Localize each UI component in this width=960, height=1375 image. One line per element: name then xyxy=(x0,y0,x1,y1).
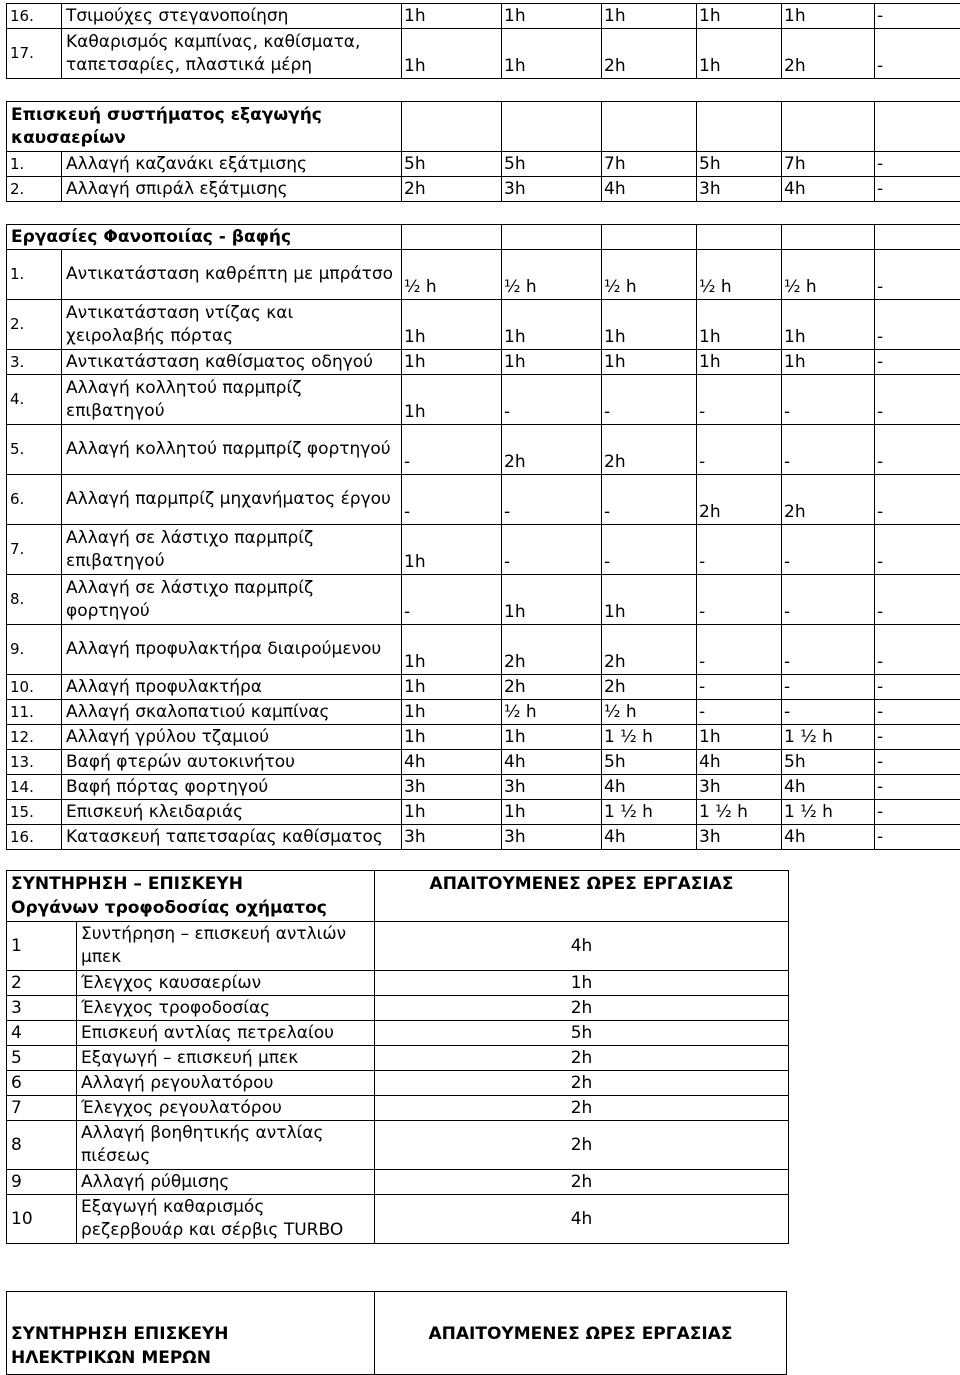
table-row xyxy=(7,675,960,700)
table-row xyxy=(7,996,789,1021)
hours-cell: - xyxy=(782,700,875,725)
hours-cell: 4h xyxy=(782,825,875,850)
hours-cell: - xyxy=(602,475,697,525)
hours-cell: 3h xyxy=(402,825,502,850)
empty-cell xyxy=(402,102,502,152)
row-number: 10. xyxy=(7,675,62,700)
labor-hours-table xyxy=(6,3,960,850)
task-label: Αλλαγή σπιράλ εξάτμισης xyxy=(62,177,402,202)
hours-cell: - xyxy=(502,475,602,525)
table-row xyxy=(7,700,960,725)
hours-cell: - xyxy=(875,350,960,375)
hours-cell: - xyxy=(697,575,782,625)
table-row xyxy=(7,1046,789,1071)
section-header: Επισκευή συστήματος εξαγωγής καυσαερίων xyxy=(7,102,402,152)
hours-cell: - xyxy=(402,425,502,475)
hours-cell: - xyxy=(602,525,697,575)
hours-cell: 5h xyxy=(402,152,502,177)
hours-cell: 2h xyxy=(375,1071,789,1096)
task-label: Αλλαγή ρύθμισης xyxy=(77,1170,375,1195)
hours-cell: 2h xyxy=(602,675,697,700)
hours-cell: ½ h xyxy=(502,250,602,300)
task-label: Επισκευή κλειδαριάς xyxy=(62,800,402,825)
hours-cell: 4h xyxy=(402,750,502,775)
hours-cell: 2h xyxy=(782,29,875,79)
hours-cell: 2h xyxy=(502,425,602,475)
hours-cell: - xyxy=(875,425,960,475)
hours-cell: 1h xyxy=(502,575,602,625)
hours-cell: 5h xyxy=(602,750,697,775)
hours-cell: - xyxy=(697,625,782,675)
hours-cell: - xyxy=(875,300,960,350)
hours-cell: - xyxy=(875,29,960,79)
table-row xyxy=(7,575,960,625)
electrical-title-line2: ΗΛΕΚΤΡΙΚΩΝ ΜΕΡΩΝ xyxy=(11,1346,370,1370)
hours-cell: 1h xyxy=(602,300,697,350)
row-number: 11. xyxy=(7,700,62,725)
hours-cell: 2h xyxy=(375,1121,789,1170)
fuel-hours-header: ΑΠΑΙΤΟΥΜΕΝΕΣ ΩΡΕΣ ΕΡΓΑΣΙΑΣ xyxy=(375,871,789,922)
hours-cell: - xyxy=(875,177,960,202)
table-row xyxy=(7,775,960,800)
empty-cell xyxy=(782,225,875,250)
hours-cell: 2h xyxy=(697,475,782,525)
table-row xyxy=(7,1021,789,1046)
hours-cell: - xyxy=(875,750,960,775)
hours-cell: - xyxy=(782,425,875,475)
hours-cell: ½ h xyxy=(697,250,782,300)
row-number: 5. xyxy=(7,425,62,475)
task-label: Αλλαγή ρεγουλατόρου xyxy=(77,1071,375,1096)
task-label: Επισκευή αντλίας πετρελαίου xyxy=(77,1021,375,1046)
hours-cell: - xyxy=(502,375,602,425)
hours-cell: - xyxy=(402,575,502,625)
task-label: Βαφή πόρτας φορτηγού xyxy=(62,775,402,800)
task-label: Αλλαγή προφυλακτήρα διαιρούμενου xyxy=(62,625,402,675)
hours-cell: - xyxy=(875,152,960,177)
hours-cell: ½ h xyxy=(402,250,502,300)
hours-cell: 1h xyxy=(697,300,782,350)
hours-cell: - xyxy=(875,575,960,625)
hours-cell: 1 ½ h xyxy=(602,725,697,750)
row-number: 5 xyxy=(7,1046,77,1071)
hours-cell: 2h xyxy=(375,1096,789,1121)
hours-cell: 1h xyxy=(402,700,502,725)
hours-cell: - xyxy=(875,675,960,700)
table-row xyxy=(7,1121,789,1170)
hours-cell: 1h xyxy=(602,350,697,375)
hours-cell: ½ h xyxy=(502,700,602,725)
hours-cell: 4h xyxy=(502,750,602,775)
hours-cell: - xyxy=(782,575,875,625)
task-label: Αλλαγή σε λάστιχο παρμπρίζ επιβατηγού xyxy=(62,525,402,575)
table-row xyxy=(7,750,960,775)
hours-cell: 7h xyxy=(782,152,875,177)
section-header: Εργασίες Φανοποιίας - βαφής xyxy=(7,225,402,250)
row-number: 4 xyxy=(7,1021,77,1046)
hours-cell: - xyxy=(875,525,960,575)
row-number: 6 xyxy=(7,1071,77,1096)
task-label: Αλλαγή κολλητού παρμπρίζ φορτηγού xyxy=(62,425,402,475)
hours-cell: 1h xyxy=(602,4,697,29)
empty-cell xyxy=(697,102,782,152)
task-label: Έλεγχος τροφοδοσίας xyxy=(77,996,375,1021)
section-header-row xyxy=(7,102,960,152)
row-number: 8. xyxy=(7,575,62,625)
hours-cell: 5h xyxy=(782,750,875,775)
hours-cell: 3h xyxy=(402,775,502,800)
hours-cell: 1h xyxy=(697,725,782,750)
hours-cell: 1 ½ h xyxy=(602,800,697,825)
fuel-title-line2: Οργάνων τροφοδοσίας οχήματος xyxy=(11,896,370,920)
table-row xyxy=(7,177,960,202)
hours-cell: - xyxy=(875,250,960,300)
task-label: Αντικατάσταση καθρέπτη με μπράτσο xyxy=(62,250,402,300)
table-row xyxy=(7,1195,789,1244)
task-label: Έλεγχος καυσαερίων xyxy=(77,971,375,996)
hours-cell: 1h xyxy=(402,375,502,425)
hours-cell: 4h xyxy=(782,775,875,800)
hours-cell: - xyxy=(697,425,782,475)
spacer-row xyxy=(7,79,960,102)
hours-cell: - xyxy=(875,625,960,675)
hours-cell: ½ h xyxy=(782,250,875,300)
row-number: 3 xyxy=(7,996,77,1021)
row-number: 12. xyxy=(7,725,62,750)
hours-cell: - xyxy=(782,675,875,700)
empty-cell xyxy=(697,225,782,250)
row-number: 15. xyxy=(7,800,62,825)
hours-cell: ½ h xyxy=(602,700,697,725)
row-number: 16. xyxy=(7,825,62,850)
task-label: Έλεγχος ρεγουλατόρου xyxy=(77,1096,375,1121)
hours-cell: 4h xyxy=(602,177,697,202)
hours-cell: 1h xyxy=(375,971,789,996)
row-number: 7. xyxy=(7,525,62,575)
empty-cell xyxy=(402,225,502,250)
hours-cell: 3h xyxy=(697,825,782,850)
hours-cell: - xyxy=(875,775,960,800)
hours-cell: 2h xyxy=(782,475,875,525)
empty-cell xyxy=(502,225,602,250)
hours-cell: 2h xyxy=(502,625,602,675)
row-number: 10 xyxy=(7,1195,77,1244)
hours-cell: 2h xyxy=(375,1046,789,1071)
hours-cell: 3h xyxy=(502,177,602,202)
hours-cell: 1h xyxy=(402,725,502,750)
hours-cell: 1h xyxy=(402,29,502,79)
hours-cell: 2h xyxy=(375,1170,789,1195)
hours-cell: - xyxy=(602,375,697,425)
table-row xyxy=(7,350,960,375)
row-number: 2 xyxy=(7,971,77,996)
row-number: 14. xyxy=(7,775,62,800)
hours-cell: 5h xyxy=(697,152,782,177)
task-label: Κατασκευή ταπετσαρίας καθίσματος xyxy=(62,825,402,850)
row-number: 1. xyxy=(7,250,62,300)
task-label: Αλλαγή σκαλοπατιού καμπίνας xyxy=(62,700,402,725)
hours-cell: 1h xyxy=(782,350,875,375)
hours-cell: 2h xyxy=(602,425,697,475)
table-row xyxy=(7,29,960,79)
task-label: Αλλαγή παρμπρίζ μηχανήματος έργου xyxy=(62,475,402,525)
fuel-title-line1: ΣΥΝΤΗΡΗΣΗ – ΕΠΙΣΚΕΥΗ xyxy=(11,872,370,896)
table-row xyxy=(7,375,960,425)
hours-cell: - xyxy=(402,475,502,525)
fuel-system-table xyxy=(6,870,789,1244)
hours-cell: 1h xyxy=(697,29,782,79)
hours-cell: 1 ½ h xyxy=(782,800,875,825)
hours-cell: - xyxy=(782,375,875,425)
row-number: 17. xyxy=(7,29,62,79)
table-row xyxy=(7,1170,789,1195)
task-label: Βαφή φτερών αυτοκινήτου xyxy=(62,750,402,775)
task-label: Αντικατάσταση καθίσματος οδηγού xyxy=(62,350,402,375)
empty-cell xyxy=(782,102,875,152)
task-label: Αλλαγή καζανάκι εξάτμισης xyxy=(62,152,402,177)
hours-cell: 4h xyxy=(375,1195,789,1244)
table-row xyxy=(7,922,789,971)
electrical-table xyxy=(6,1291,787,1375)
hours-cell: 5h xyxy=(375,1021,789,1046)
hours-cell: 4h xyxy=(602,825,697,850)
row-number: 16. xyxy=(7,4,62,29)
task-label: Αλλαγή προφυλακτήρα xyxy=(62,675,402,700)
hours-cell: 1h xyxy=(402,625,502,675)
hours-cell: 1h xyxy=(697,350,782,375)
task-label: Αλλαγή γρύλου τζαμιού xyxy=(62,725,402,750)
hours-cell: 1h xyxy=(502,800,602,825)
task-label: Αντικατάσταση ντίζας και χειρολαβής πόρτας xyxy=(62,300,402,350)
hours-cell: 1h xyxy=(402,350,502,375)
task-label: Εξαγωγή καθαρισμός ρεζερβουάρ και σέρβις TURBO xyxy=(77,1195,375,1244)
table-row xyxy=(7,250,960,300)
hours-cell: 2h xyxy=(375,996,789,1021)
table-row xyxy=(7,1096,789,1121)
hours-cell: 1h xyxy=(502,350,602,375)
task-label: Αλλαγή βοηθητικής αντλίας πιέσεως xyxy=(77,1121,375,1170)
section-header-row xyxy=(7,225,960,250)
table-row xyxy=(7,525,960,575)
hours-cell: 3h xyxy=(697,775,782,800)
row-number: 9. xyxy=(7,625,62,675)
hours-cell: 1h xyxy=(402,300,502,350)
hours-cell: 4h xyxy=(602,775,697,800)
hours-cell: - xyxy=(875,800,960,825)
table-row xyxy=(7,152,960,177)
hours-cell: 1h xyxy=(502,725,602,750)
hours-cell: 1h xyxy=(502,300,602,350)
table-row xyxy=(7,300,960,350)
table-row xyxy=(7,1071,789,1096)
table-row xyxy=(7,425,960,475)
hours-cell: - xyxy=(875,825,960,850)
empty-cell xyxy=(602,102,697,152)
hours-cell: - xyxy=(875,375,960,425)
hours-cell: - xyxy=(502,525,602,575)
hours-cell: 7h xyxy=(602,152,697,177)
hours-cell: 1h xyxy=(402,800,502,825)
hours-cell: 1 ½ h xyxy=(782,725,875,750)
hours-cell: 1h xyxy=(402,4,502,29)
hours-cell: 1 ½ h xyxy=(697,800,782,825)
table-row xyxy=(7,625,960,675)
hours-cell: - xyxy=(875,725,960,750)
hours-cell: - xyxy=(875,700,960,725)
spacer-row xyxy=(7,202,960,225)
row-number: 13. xyxy=(7,750,62,775)
hours-cell: 4h xyxy=(697,750,782,775)
table-row xyxy=(7,475,960,525)
hours-cell: 1h xyxy=(697,4,782,29)
task-label: Αλλαγή σε λάστιχο παρμπρίζ φορτηγού xyxy=(62,575,402,625)
table-row xyxy=(7,971,789,996)
hours-cell: 1h xyxy=(402,525,502,575)
empty-cell xyxy=(875,225,960,250)
table-row xyxy=(7,4,960,29)
hours-cell: 3h xyxy=(502,825,602,850)
hours-cell: - xyxy=(697,700,782,725)
hours-cell: - xyxy=(782,525,875,575)
fuel-table-header xyxy=(7,871,789,922)
row-number: 9 xyxy=(7,1170,77,1195)
row-number: 8 xyxy=(7,1121,77,1170)
hours-cell: - xyxy=(697,375,782,425)
hours-cell: - xyxy=(697,525,782,575)
hours-cell: 1h xyxy=(402,675,502,700)
hours-cell: - xyxy=(875,4,960,29)
hours-cell: - xyxy=(697,675,782,700)
row-number: 4. xyxy=(7,375,62,425)
table-row xyxy=(7,800,960,825)
empty-cell xyxy=(875,102,960,152)
hours-cell: - xyxy=(875,475,960,525)
row-number: 1. xyxy=(7,152,62,177)
hours-cell: 3h xyxy=(697,177,782,202)
hours-cell: 4h xyxy=(782,177,875,202)
hours-cell: 1h xyxy=(782,300,875,350)
table-row xyxy=(7,725,960,750)
hours-cell: 2h xyxy=(502,675,602,700)
hours-cell: 1h xyxy=(502,29,602,79)
empty-cell xyxy=(602,225,697,250)
row-number: 2. xyxy=(7,177,62,202)
table-row xyxy=(7,825,960,850)
task-label: Εξαγωγή – επισκευή μπεκ xyxy=(77,1046,375,1071)
hours-cell: ½ h xyxy=(602,250,697,300)
hours-cell: 4h xyxy=(375,922,789,971)
hours-cell: 1h xyxy=(502,4,602,29)
hours-cell: - xyxy=(782,625,875,675)
row-number: 3. xyxy=(7,350,62,375)
hours-cell: 2h xyxy=(602,29,697,79)
task-label: Αλλαγή κολλητού παρμπρίζ επιβατηγού xyxy=(62,375,402,425)
empty-cell xyxy=(502,102,602,152)
task-label: Συντήρηση – επισκευή αντλιών μπεκ xyxy=(77,922,375,971)
hours-cell: 2h xyxy=(602,625,697,675)
task-label: Καθαρισμός καμπίνας, καθίσματα, ταπετσαρίες, πλαστικά μέρη xyxy=(62,29,402,79)
row-number: 1 xyxy=(7,922,77,971)
hours-cell: 3h xyxy=(502,775,602,800)
hours-cell: 1h xyxy=(782,4,875,29)
hours-cell: 1h xyxy=(602,575,697,625)
electrical-title-line1: ΣΥΝΤΗΡΗΣΗ ΕΠΙΣΚΕΥΗ xyxy=(11,1322,370,1346)
hours-cell: 5h xyxy=(502,152,602,177)
row-number: 2. xyxy=(7,300,62,350)
row-number: 6. xyxy=(7,475,62,525)
row-number: 7 xyxy=(7,1096,77,1121)
task-label: Τσιμούχες στεγανοποίηση xyxy=(62,4,402,29)
hours-cell: 2h xyxy=(402,177,502,202)
electrical-hours-header: ΑΠΑΙΤΟΥΜΕΝΕΣ ΩΡΕΣ ΕΡΓΑΣΙΑΣ xyxy=(375,1292,787,1375)
